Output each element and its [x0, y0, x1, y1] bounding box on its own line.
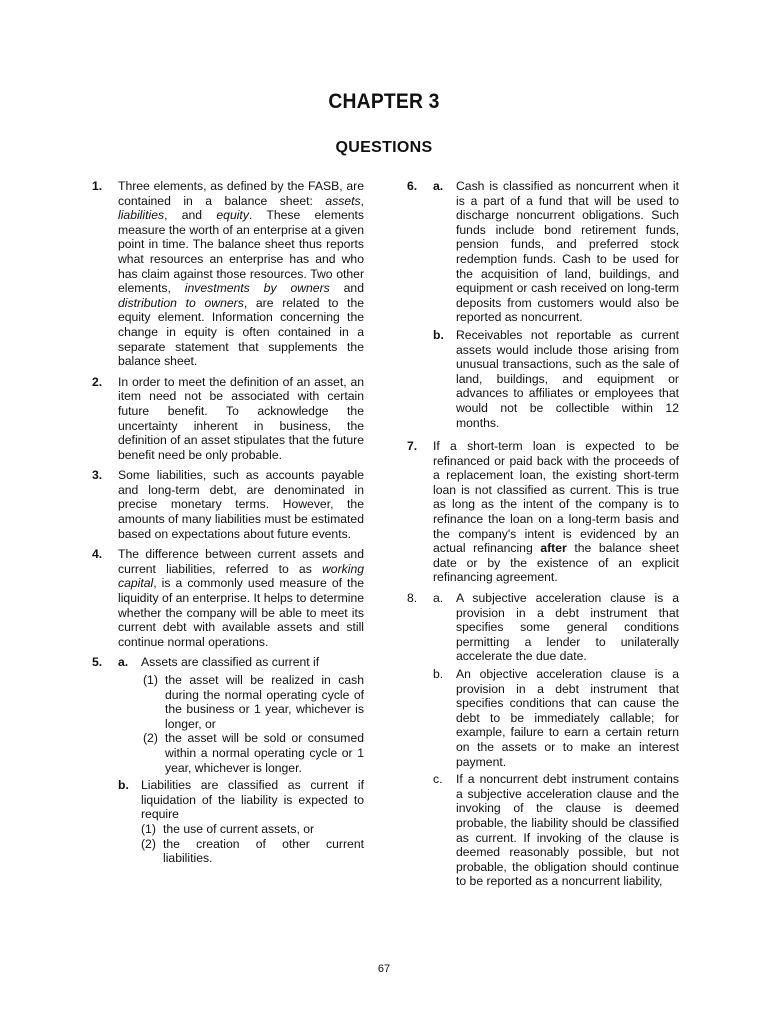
- text-run: , is a commonly used measure of the liquidity of an enterprise. It helps to determine whether the company will be able to meet its current debt with available assets and still continue normal operations.: [118, 576, 364, 649]
- question-number: 3.: [92, 468, 103, 483]
- question-number: 1.: [92, 179, 103, 193]
- text-run: ,: [360, 193, 364, 208]
- section-title: QUESTIONS: [335, 139, 433, 156]
- term-liabilities: liabilities: [118, 208, 165, 223]
- list-item-text: the asset will be sold or consumed within a normal operating cycle or 1 year, whichever is longer.: [165, 731, 364, 775]
- question-5-body: [118, 655, 364, 868]
- text-run: Three elements, as defined by the FASB, are contained in a balance sheet:: [118, 179, 364, 208]
- part-text: Assets are classified as current if: [141, 655, 320, 670]
- question-6: [407, 179, 679, 433]
- question-5-part-b: [118, 778, 364, 866]
- list-item: [143, 731, 364, 775]
- list-item: [143, 673, 364, 731]
- list-item-text: the asset will be realized in cash during the normal operating cycle of the business or 1 year, whichever is longer, or: [165, 673, 364, 731]
- part-text: Receivables not reportable as current assets would include those arising from unusual transactions, such as the sale of land, buildings, and equipment or advances to affiliates or employees that would not be collectible within 12 months.: [456, 327, 679, 430]
- question-3: [92, 468, 364, 541]
- question-6-part-a: [433, 179, 679, 325]
- question-2-text: In order to meet the definition of an asset, an item need not be associated with certain future benefit. To acknowledge the uncertainty inherent in business, the definition of an asset stipulates that the future benefit need be only probable.: [118, 374, 364, 462]
- list-item-number: (2): [141, 836, 156, 851]
- chapter-title: CHAPTER 3: [328, 90, 440, 113]
- list-item-number: (1): [141, 821, 156, 836]
- part-letter: b.: [118, 778, 129, 793]
- part-text: A subjective acceleration clause is a provision in a debt instrument that specifies some general conditions permitting a lender to unilaterally accelerate the due date.: [456, 591, 679, 664]
- list-item-text: the use of current assets, or: [163, 821, 315, 836]
- list-item-text: the creation of other current liabilities.: [163, 836, 364, 866]
- question-6-part-b: [433, 328, 679, 430]
- part-text: Cash is classified as noncurrent when it is a part of a fund that will be used to discharge noncurrent obligations. Such funds include bond retirement funds, pension funds, and preferred stock redemption funds. Cash to be used for the acquisition of land, buildings, and equipment or cash received on long-term deposits from customers would also be reported as noncurrent.: [456, 179, 679, 325]
- right-column: [407, 179, 679, 898]
- text-run: The difference between current assets and current liabilities, referred to as: [118, 547, 364, 576]
- term-equity: equity: [216, 208, 249, 223]
- question-number: 6.: [407, 179, 418, 193]
- question-5-a-list: [118, 673, 364, 775]
- question-number: 5.: [92, 655, 103, 670]
- question-1-text: [118, 179, 364, 369]
- question-8-part-a: [433, 591, 679, 664]
- question-4: [92, 547, 364, 649]
- text-run: , are related to the equity element. Information concerning the change in equity is often contained in a separate statement that supplements the balance sheet.: [118, 295, 364, 369]
- part-text: An objective acceleration clause is a provision in a debt instrument that specifies conditions that can cause the debt to be immediately callable; for example, failure to earn a certain return on the assets or to make an interest payment.: [456, 667, 679, 769]
- list-item: [141, 837, 364, 866]
- term-assets: assets: [325, 193, 361, 208]
- text-run: Liabilities are classified as current if liquidation of the liability is expected to require: [141, 778, 364, 822]
- question-2: [92, 375, 364, 463]
- part-letter: b.: [433, 667, 444, 681]
- text-run: . These elements measure the worth of an enterprise at a given point in time. The balance sheet thus reports what resources an enterprise has and who has claim against those resources. Two other elements,: [118, 208, 365, 296]
- page-number: 67: [377, 963, 391, 975]
- question-7-text: [433, 439, 679, 585]
- part-text: [141, 778, 364, 866]
- term-working-capital: working capital: [118, 561, 364, 591]
- part-letter: c.: [433, 772, 443, 787]
- question-number: 2.: [92, 374, 103, 389]
- text-run: the balance sheet date or by the existence of an explicit refinancing agreement.: [433, 541, 680, 585]
- text-run: and: [329, 281, 364, 296]
- list-item-number: (1): [143, 673, 158, 687]
- term-investments-by-owners: investments by owners: [184, 281, 330, 296]
- question-8-part-b: [433, 667, 679, 769]
- list-item: [141, 822, 364, 837]
- question-4-text: [118, 547, 364, 649]
- question-8: [407, 591, 679, 892]
- question-1: [92, 179, 364, 369]
- question-6-body: [433, 179, 679, 433]
- left-column: [92, 179, 364, 875]
- question-3-text: Some liabilities, such as accounts payable and long-term debt, are denominated in precise monetary terms. However, the amounts of many liabilities must be estimated based on expectations about future events.: [118, 468, 364, 541]
- term-distribution-to-owners: distribution to owners: [118, 295, 244, 310]
- question-number: 8.: [407, 591, 418, 606]
- question-number: 7.: [407, 439, 418, 454]
- text-run: If a short-term loan is expected to be refinanced or paid back with the proceeds of a replacement loan, the existing short-term loan is not classified as current. This is true as long as the intent of the company is to refinance the loan on a long-term basis and the company's intent is evidenced by an actual refinancing: [433, 439, 679, 556]
- question-5: [92, 655, 364, 868]
- list-item-number: (2): [143, 731, 158, 746]
- part-letter: a.: [433, 591, 444, 606]
- part-letter: a.: [118, 655, 129, 670]
- question-number: 4.: [92, 547, 103, 562]
- question-8-body: [433, 591, 679, 892]
- part-text: If a noncurrent debt instrument contains a subjective acceleration clause and the invoking of the clause is deemed probable, the liability should be classified as current. If invoking of the clause is deemed reasonably possible, but not probable, the obligation should continue to be reported as a noncurrent liability,: [456, 772, 679, 889]
- part-letter: a.: [433, 179, 444, 193]
- part-letter: b.: [433, 327, 444, 342]
- question-5-part-a: [118, 655, 364, 670]
- question-8-part-c: [433, 772, 679, 889]
- text-run: , and: [164, 208, 217, 223]
- question-7: [407, 439, 679, 585]
- emphasis-after: after: [540, 541, 567, 556]
